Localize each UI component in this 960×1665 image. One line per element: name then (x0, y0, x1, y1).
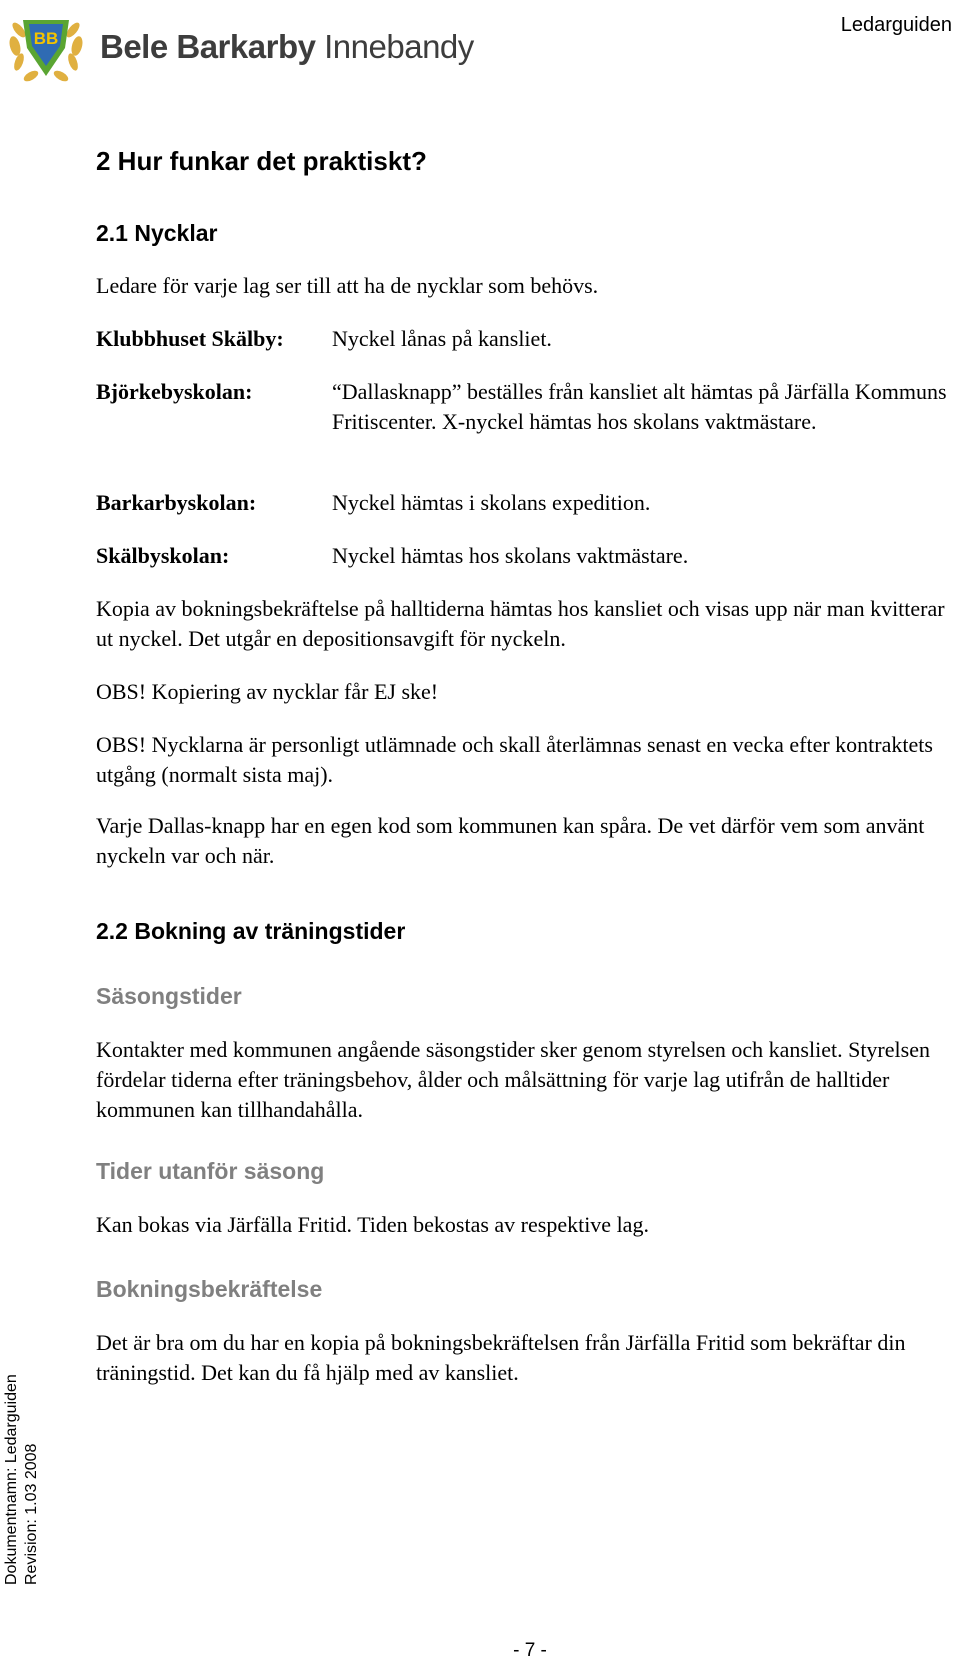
document-name: Dokumentnamn: Ledarguiden (3, 1374, 20, 1585)
paragraph-sasongstider: Kontakter med kommunen angående säsongstider sker genom styrelsen och kansliet. Styrelsen fördelar tiderna efter träningsbehov, ålder och målsättning för varje lag utifrån de halltider kommunen kan tillhandahålla. (96, 1037, 930, 1122)
paragraph-booking-copy: Kopia av bokningsbekräftelse på halltiderna hämtas hos kansliet och visas upp när man kvitterar ut nyckel. Det utgår en depositionsavgift för nyckeln. (96, 596, 945, 651)
heading-bokningsbekraftelse: Bokningsbekräftelse (96, 1276, 323, 1302)
location-label: Barkarbyskolan: (96, 490, 257, 515)
paragraph-obs-copying: OBS! Kopiering av nycklar får EJ ske! (96, 679, 439, 704)
subsection-heading-nycklar: 2.1 Nycklar (96, 220, 218, 246)
location-text: Nyckel hämtas i skolans expedition. (332, 490, 651, 515)
paragraph-obs-personal: OBS! Nycklarna är personligt utlämnade och skall återlämnas senast en vecka efter kontraktets utgång (normalt sista maj). (96, 732, 933, 787)
club-name (100, 28, 474, 66)
location-label: Klubbhuset Skälby: (96, 326, 284, 351)
club-name-bold: Bele Barkarby (100, 28, 316, 65)
location-text: Nyckel lånas på kansliet. (332, 326, 552, 351)
document-info (2, 1374, 42, 1585)
paragraph-dallas: Varje Dallas-knapp har en egen kod som kommunen kan spåra. De vet därför vem som använt nyckeln var och när. (96, 813, 925, 868)
page-header (0, 0, 960, 90)
club-logo (5, 6, 87, 86)
logo-text: BB (33, 29, 59, 48)
document-revision: Revision: 1.03 2008 (23, 1443, 40, 1585)
section-title: 2 Hur funkar det praktiskt? (96, 146, 427, 176)
subsection-heading-bokning: 2.2 Bokning av träningstider (96, 918, 406, 944)
location-text: Nyckel hämtas hos skolans vaktmästare. (332, 543, 689, 568)
location-label: Björkebyskolan: (96, 379, 253, 404)
running-head: Ledarguiden (840, 14, 952, 36)
nycklar-intro: Ledare för varje lag ser till att ha de nycklar som behövs. (96, 273, 599, 298)
paragraph-tider-utanfor: Kan bokas via Järfälla Fritid. Tiden bekostas av respektive lag. (96, 1212, 649, 1237)
heading-sasongstider: Säsongstider (96, 983, 242, 1009)
location-text: “Dallasknapp” beställes från kansliet alt hämtas på Järfälla Kommuns Fritiscenter. X-nyckel hämtas hos skolans vaktmästare. (332, 379, 947, 434)
club-name-light: Innebandy (324, 28, 474, 65)
heading-tider-utanfor: Tider utanför säsong (96, 1158, 325, 1184)
page-number: - 7 - (513, 1640, 547, 1661)
paragraph-bokningsbekraftelse: Det är bra om du har en kopia på bokningsbekräftelsen från Järfälla Fritid som bekräftar din träningstid. Det kan du få hjälp med av kansliet. (96, 1330, 906, 1385)
location-label: Skälbyskolan: (96, 543, 230, 568)
